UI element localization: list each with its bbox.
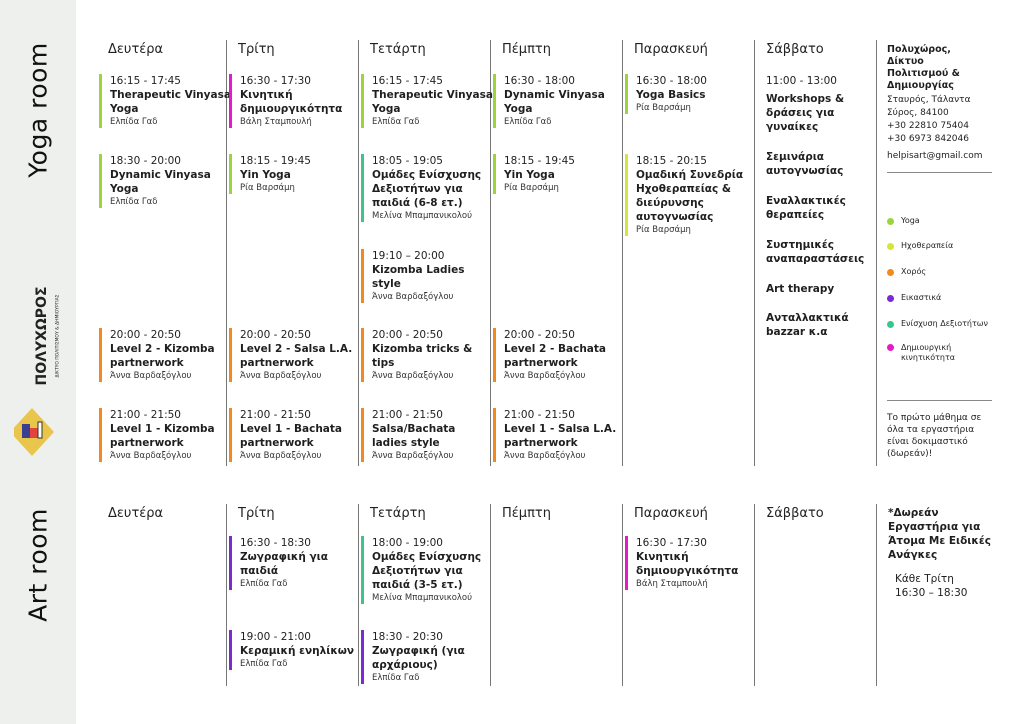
divider <box>887 172 992 173</box>
class-title: Level 2 - Salsa L.A. partnerwork <box>240 343 353 369</box>
day-header: Παρασκευή <box>634 42 708 57</box>
class-slot <box>493 74 626 128</box>
free-workshops-time: 16:30 – 18:30 <box>895 587 968 599</box>
class-instructor: Άννα Βαρδαξόγλου <box>240 451 322 461</box>
legend-label: Δημιουργική κινητικότητα <box>901 343 956 362</box>
class-time: 18:00 - 19:00 <box>372 537 443 549</box>
class-title: Yin Yoga <box>240 169 291 181</box>
art-room-label: Art room <box>23 508 53 622</box>
class-instructor: Βάλη Σταμπουλή <box>240 117 312 127</box>
class-time: 19:10 – 20:00 <box>372 250 445 262</box>
class-instructor: Ελπίδα Γαδ <box>372 673 420 683</box>
class-time: 18:05 - 19:05 <box>372 155 443 167</box>
day-header: Σάββατο <box>766 506 824 521</box>
class-slot <box>361 630 494 684</box>
logo-name: ΠΟΛΥΧΩΡΟΣ <box>34 286 50 386</box>
day-header: Παρασκευή <box>634 506 708 521</box>
legend-label: Ενίσχυση Δεξιοτήτων <box>901 319 988 328</box>
class-slot <box>493 328 626 382</box>
day-header: Δευτέρα <box>108 506 164 521</box>
day-header: Τρίτη <box>238 506 275 521</box>
class-instructor: Ρία Βαρσάμη <box>240 183 295 193</box>
day-header: Τρίτη <box>238 42 275 57</box>
class-instructor: Ρία Βαρσάμη <box>636 225 691 235</box>
class-title: Therapeutic Vinyasa Yoga <box>110 89 231 115</box>
class-instructor: Άννα Βαρδαξόγλου <box>110 371 192 381</box>
class-title: Level 2 - Bachata partnerwork <box>504 343 606 369</box>
class-time: 21:00 - 21:50 <box>110 409 181 421</box>
class-instructor: Άννα Βαρδαξόγλου <box>372 451 454 461</box>
class-time: 18:15 - 20:15 <box>636 155 707 167</box>
class-instructor: Άννα Βαρδαξόγλου <box>504 371 586 381</box>
separator <box>876 40 877 466</box>
class-slot <box>625 536 758 590</box>
class-title: Level 1 - Salsa L.A. partnerwork <box>504 423 617 449</box>
class-title: Yin Yoga <box>504 169 555 181</box>
class-title: Ζωγραφική (για αρχάριους) <box>372 645 465 671</box>
legend-item <box>887 293 941 303</box>
address-line: Σύρος, 84100 <box>887 108 949 118</box>
class-time: 16:30 - 18:30 <box>240 537 311 549</box>
class-time: 21:00 - 21:50 <box>372 409 443 421</box>
class-instructor: Άννα Βαρδαξόγλου <box>240 371 322 381</box>
saturday-activity: Workshops & δράσεις για γυναίκες <box>766 93 845 133</box>
separator <box>876 504 877 686</box>
class-instructor: Ελπίδα Γαδ <box>504 117 552 127</box>
class-slot <box>361 536 494 604</box>
class-time: 16:15 - 17:45 <box>110 75 181 87</box>
day-header: Σάββατο <box>766 42 824 57</box>
trial-note: Το πρώτο μάθημα σε όλα τα εργαστήρια είναι δοκιμαστικό (δωρεάν)! <box>887 413 982 459</box>
legend-label: Εικαστικά <box>901 293 942 302</box>
email-link[interactable]: helpisart@gmail.com <box>887 151 983 161</box>
class-slot <box>229 630 362 670</box>
class-slot <box>99 154 232 208</box>
class-title: Level 1 - Kizomba partnerwork <box>110 423 215 449</box>
class-title: Κεραμική ενηλίκων <box>240 645 355 657</box>
class-slot <box>625 74 758 114</box>
class-time: 16:30 - 17:30 <box>240 75 311 87</box>
class-instructor: Ελπίδα Γαδ <box>110 117 158 127</box>
class-slot <box>229 74 362 128</box>
class-slot <box>625 154 758 236</box>
class-time: 21:00 - 21:50 <box>240 409 311 421</box>
class-instructor: Ρία Βαρσάμη <box>636 103 691 113</box>
class-time: 16:30 - 18:00 <box>636 75 707 87</box>
class-slot <box>493 408 626 462</box>
class-title: Κινητική δημιουργικότητα <box>240 89 343 115</box>
logo-subtitle: ΔΙΚΤΥΟ ΠΟΛΙΤΙΣΜΟΥ & ΔΗΜΙΟΥΡΓΙΑΣ <box>55 294 61 378</box>
class-time: 19:00 - 21:00 <box>240 631 311 643</box>
saturday-activity: Art therapy <box>766 283 835 295</box>
class-time: 18:15 - 19:45 <box>240 155 311 167</box>
class-instructor: Άννα Βαρδαξόγλου <box>504 451 586 461</box>
class-time: 21:00 - 21:50 <box>504 409 575 421</box>
free-workshops-note: *Δωρεάν Εργαστήρια για Άτομα Με Ειδικές Ανάγκες <box>888 507 991 561</box>
legend-item <box>887 241 953 251</box>
saturday-activity: Εναλλακτικές θεραπείες <box>766 195 846 221</box>
separator <box>226 504 227 686</box>
class-slot <box>493 154 626 194</box>
class-instructor: Ελπίδα Γαδ <box>110 197 158 207</box>
yoga-room-label: Yoga room <box>23 42 53 178</box>
class-slot <box>229 154 362 194</box>
class-title: Ομάδες Ενίσχυσης Δεξιοτήτων για παιδιά (6-8 ετ.) <box>372 169 482 209</box>
class-time: 18:30 - 20:00 <box>110 155 181 167</box>
class-title: Therapeutic Vinyasa Yoga <box>372 89 493 115</box>
legend-label: Χορός <box>901 267 927 276</box>
class-time: 20:00 - 20:50 <box>240 329 311 341</box>
logo <box>14 262 66 462</box>
class-time: 20:00 - 20:50 <box>372 329 443 341</box>
saturday-time: 11:00 - 13:00 <box>766 75 837 87</box>
class-slot <box>99 74 232 128</box>
class-instructor: Ελπίδα Γαδ <box>240 659 288 669</box>
class-title: Level 1 - Bachata partnerwork <box>240 423 342 449</box>
divider <box>887 400 992 401</box>
class-instructor: Ρία Βαρσάμη <box>504 183 559 193</box>
legend-dot <box>887 344 894 351</box>
address-line: Σταυρός, Τάλαντα <box>887 95 971 105</box>
legend-dot <box>887 269 894 276</box>
class-time: 20:00 - 20:50 <box>504 329 575 341</box>
legend-item <box>887 267 926 277</box>
class-slot <box>229 328 362 382</box>
class-slot <box>229 536 362 590</box>
phone-number[interactable]: +30 6973 842046 <box>887 134 969 144</box>
class-slot <box>229 408 362 462</box>
class-slot <box>361 249 494 303</box>
class-title: Dynamic Vinyasa Yoga <box>504 89 605 115</box>
class-title: Κινητική δημιουργικότητα <box>636 551 739 577</box>
class-time: 16:30 - 18:00 <box>504 75 575 87</box>
free-workshops-day: Κάθε Τρίτη <box>895 573 954 585</box>
day-header: Τετάρτη <box>370 42 426 57</box>
saturday-activity: Σεμινάρια αυτογνωσίας <box>766 151 844 177</box>
class-instructor: Ελπίδα Γαδ <box>372 117 420 127</box>
class-title: Kizomba tricks & tips <box>372 343 473 369</box>
legend-label: Yoga <box>901 216 920 225</box>
class-time: 18:30 - 20:30 <box>372 631 443 643</box>
legend-dot <box>887 243 894 250</box>
class-instructor: Βάλη Σταμπουλή <box>636 579 708 589</box>
class-instructor: Άννα Βαρδαξόγλου <box>372 292 454 302</box>
class-title: Yoga Basics <box>636 89 706 101</box>
day-header: Τετάρτη <box>370 506 426 521</box>
legend-item <box>887 216 920 226</box>
class-title: Ζωγραφική για παιδιά <box>240 551 328 577</box>
day-header: Πέμπτη <box>502 506 551 521</box>
class-title: Ομαδική Συνεδρία Ηχοθεραπείας & διεύρυνσης αυτογνωσίας <box>636 169 744 223</box>
class-time: 16:30 - 17:30 <box>636 537 707 549</box>
saturday-activity: Συστημικές αναπαραστάσεις <box>766 239 865 265</box>
class-title: Salsa/Bachata ladies style <box>372 423 456 449</box>
saturday-activity: Ανταλλακτικά bazzar κ.α <box>766 312 849 338</box>
legend-dot <box>887 321 894 328</box>
legend-dot <box>887 295 894 302</box>
legend-item <box>887 343 971 363</box>
class-time: 16:15 - 17:45 <box>372 75 443 87</box>
class-title: Dynamic Vinyasa Yoga <box>110 169 211 195</box>
class-instructor: Μελίνα Μπαμπανικολού <box>372 211 473 221</box>
sidebar <box>0 0 76 724</box>
class-title: Level 2 - Kizomba partnerwork <box>110 343 215 369</box>
phone-number[interactable]: +30 22810 75404 <box>887 121 969 131</box>
separator <box>622 504 623 686</box>
org-name: Πολυχώρος, Δίκτυο Πολιτισμού & Δημιουργίας <box>887 44 960 91</box>
class-slot <box>99 328 232 382</box>
class-time: 20:00 - 20:50 <box>110 329 181 341</box>
class-slot <box>361 154 494 222</box>
class-slot <box>361 408 494 462</box>
legend-dot <box>887 218 894 225</box>
class-slot <box>361 328 494 382</box>
legend-item <box>887 319 988 329</box>
class-instructor: Άννα Βαρδαξόγλου <box>110 451 192 461</box>
class-instructor: Ελπίδα Γαδ <box>240 579 288 589</box>
class-instructor: Άννα Βαρδαξόγλου <box>372 371 454 381</box>
class-slot <box>361 74 494 128</box>
separator <box>754 504 755 686</box>
day-header: Δευτέρα <box>108 42 164 57</box>
class-slot <box>99 408 232 462</box>
class-time: 18:15 - 19:45 <box>504 155 575 167</box>
class-title: Ομάδες Ενίσχυσης Δεξιοτήτων για παιδιά (3-5 ετ.) <box>372 551 482 591</box>
day-header: Πέμπτη <box>502 42 551 57</box>
legend-label: Ηχοθεραπεία <box>901 241 954 250</box>
class-instructor: Μελίνα Μπαμπανικολού <box>372 593 473 603</box>
class-title: Kizomba Ladies style <box>372 264 465 290</box>
